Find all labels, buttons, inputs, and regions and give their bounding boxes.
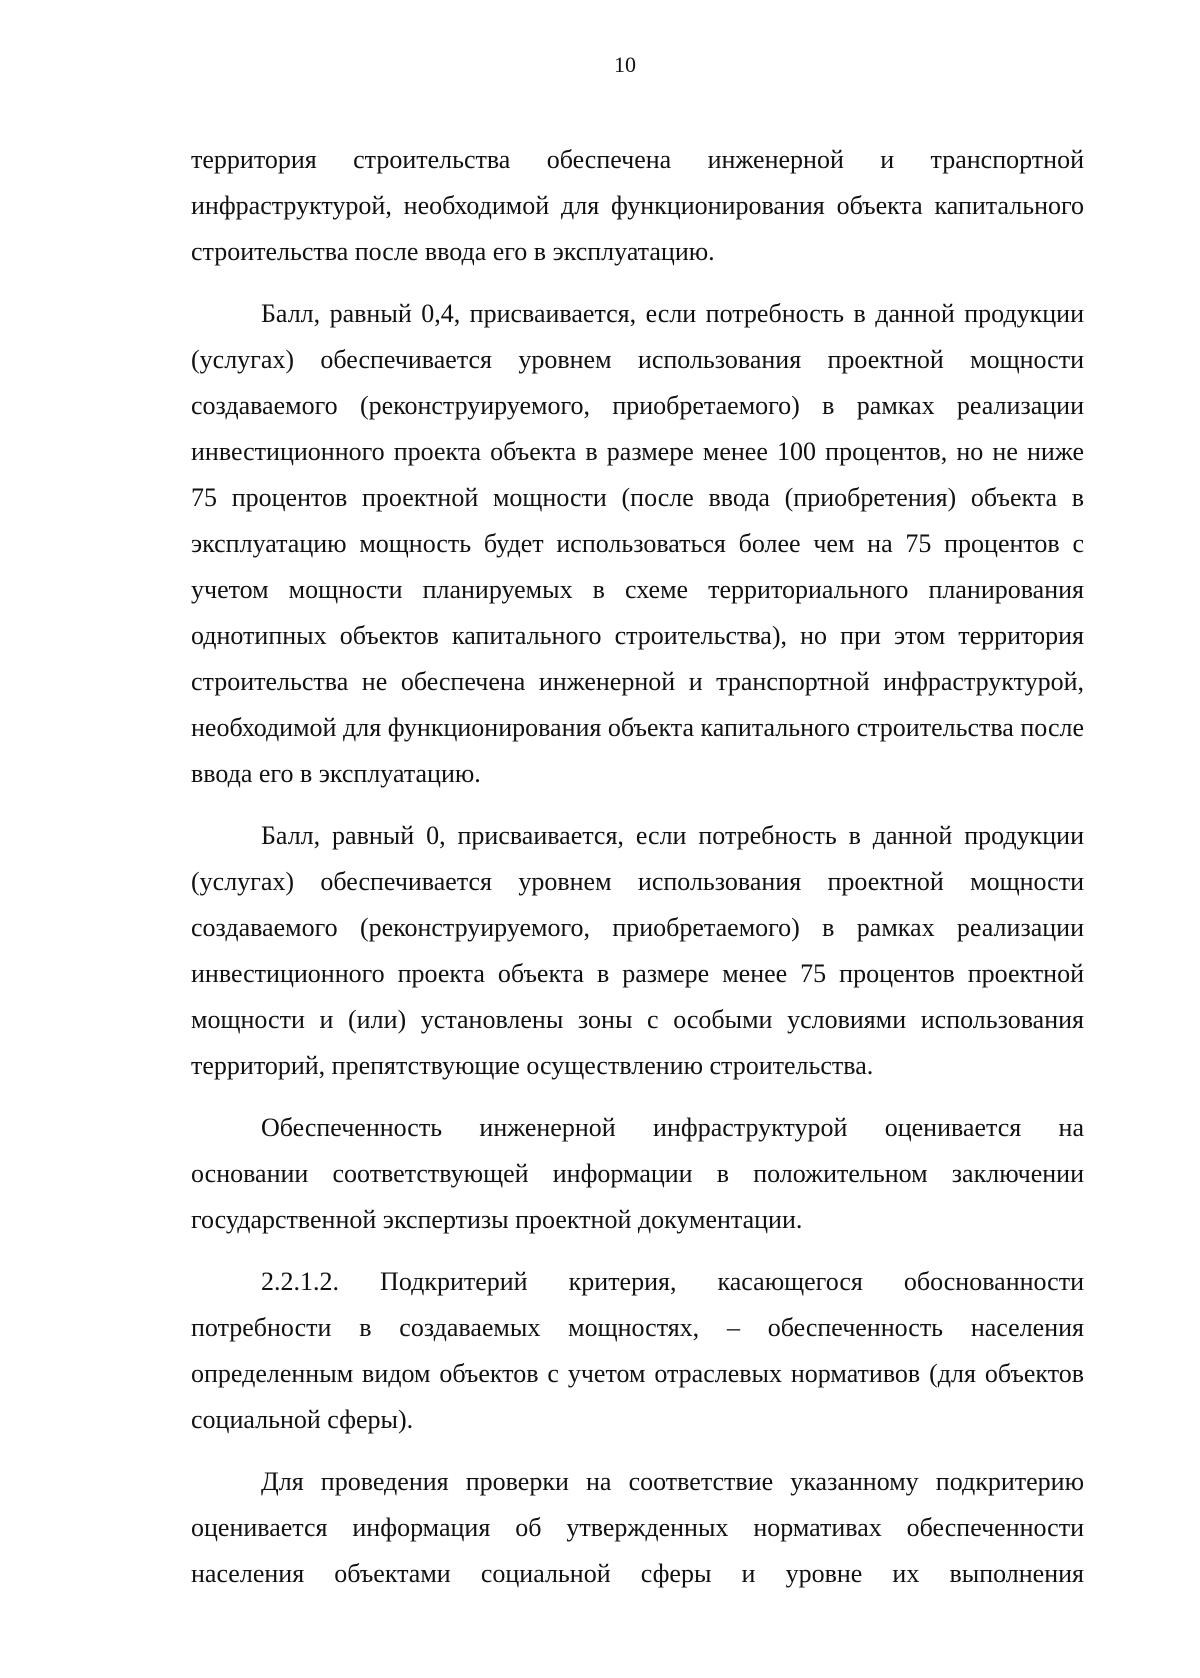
document-body — [191, 137, 1084, 1597]
paragraph-2: Балл, равный 0,4, присваивается, если потребность в данной продукции (услугах) обеспечивается уровнем использования проектной мощности создаваемого (реконструируемого, приобретаемого) в рамках реализации инвестиционного проекта объекта в размере менее 100 процентов, но не ниже 75 процентов проектной мощности (после ввода (приобретения) объекта в эксплуатацию мощность будет использоваться более чем на 75 процентов с учетом мощности планируемых в схеме территориального планирования однотипных объектов капитального строительства), но при этом территория строительства не обеспечена инженерной и транспортной инфраструктурой, необходимой для функционирования объекта капитального строительства после ввода его в эксплуатацию. — [191, 299, 1084, 788]
page-number: 10 — [614, 52, 636, 77]
paragraph-5: 2.2.1.2. Подкритерий критерия, касающегося обоснованности потребности в создаваемых мощностях, – обеспеченность населения определенным видом объектов с учетом отраслевых нормативов (для объектов социальной сферы). — [191, 1267, 1084, 1434]
paragraph-1: территория строительства обеспечена инженерной и транспортной инфраструктурой, необходимой для функционирования объекта капитального строительства после ввода его в эксплуатацию. — [191, 145, 1084, 266]
paragraph-6: Для проведения проверки на соответствие указанному подкритерию оценивается информация об утвержденных нормативах обеспеченности населения объектами социальной сферы и уровне их выполнения — [191, 1467, 1084, 1588]
paragraph-4: Обеспеченность инженерной инфраструктурой оценивается на основании соответствующей информации в положительном заключении государственной экспертизы проектной документации. — [191, 1113, 1084, 1234]
paragraph-3: Балл, равный 0, присваивается, если потребность в данной продукции (услугах) обеспечивается уровнем использования проектной мощности создаваемого (реконструируемого, приобретаемого) в рамках реализации инвестиционного проекта объекта в размере менее 75 процентов проектной мощности и (или) установлены зоны с особыми условиями использования территорий, препятствующие осуществлению строительства. — [191, 821, 1084, 1080]
